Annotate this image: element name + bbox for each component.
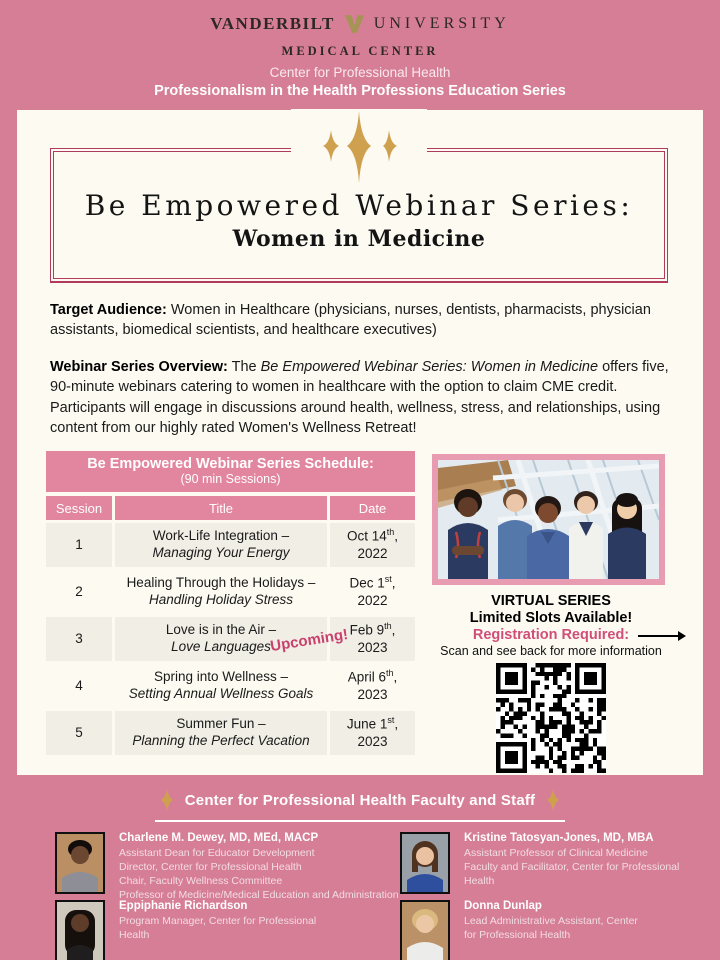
- column-header-title: Title: [115, 496, 327, 520]
- faculty-name: Charlene M. Dewey, MD, MEd, MACP: [119, 832, 319, 844]
- table-row: [46, 664, 415, 708]
- page-subtitle: Women in Medicine: [232, 226, 486, 252]
- faculty-photo: [400, 900, 450, 960]
- overview-text-post: offers five, 90-minute webinars catering to women in healthcare with the option to claim CME credit. Participants will engage in discussions around health, wellness, stress, and relationships, using content from our highly rated Women's Wellness Retreat!: [50, 359, 669, 436]
- session-title-sub: Setting Annual Wellness Goals: [128, 686, 314, 701]
- faculty-member: [400, 832, 700, 894]
- faculty-role: Director, Center for Professional Health: [119, 861, 302, 874]
- date-day: April 6: [347, 669, 386, 685]
- faculty-info: [119, 832, 399, 902]
- date-comma: ,: [394, 716, 399, 732]
- session-number: 3: [46, 617, 112, 661]
- session-date: [330, 523, 415, 567]
- overview-paragraph: [50, 357, 674, 438]
- faculty-role: Health: [119, 929, 150, 942]
- date-day: Feb 9: [349, 622, 385, 638]
- session-number: 5: [46, 711, 112, 755]
- registration-sidebar: [432, 454, 670, 773]
- overview-series-name: Be Empowered Webinar Series: Women in Medicine: [260, 359, 599, 375]
- vanderbilt-logo: [0, 14, 720, 34]
- date-ordinal: th: [385, 668, 394, 679]
- schedule-table: [46, 451, 415, 755]
- faculty-member: [400, 900, 700, 960]
- session-title: [115, 523, 327, 567]
- date-comma: ,: [394, 528, 399, 544]
- faculty-role: Assistant Dean for Educator Development: [119, 847, 315, 859]
- main-card: [17, 110, 703, 775]
- session-title: [115, 664, 327, 708]
- date-year: 2023: [357, 686, 388, 702]
- overview-text-pre: The: [227, 359, 261, 375]
- session-date: [330, 664, 415, 708]
- session-title-sub: Managing Your Energy: [152, 545, 290, 560]
- table-row: [46, 570, 415, 614]
- date-ordinal: th: [384, 621, 392, 632]
- target-audience-label: Target Audience:: [50, 302, 167, 318]
- scan-instruction: Scan and see back for more information: [440, 644, 662, 658]
- right-arrow-icon: [638, 630, 686, 642]
- faculty-role: Health: [464, 875, 495, 888]
- date-ordinal: th: [386, 527, 395, 538]
- table-row: [46, 617, 415, 661]
- table-row: [46, 711, 415, 755]
- schedule-banner: [46, 451, 415, 492]
- faculty-info: [464, 900, 638, 960]
- faculty-role: for Professional Health: [464, 929, 571, 942]
- logo-text-vanderbilt: VANDERBILT: [210, 14, 335, 33]
- session-title: [115, 570, 327, 614]
- limited-slots-label: Limited Slots Available!: [469, 610, 633, 626]
- target-audience-text: Women in Healthcare (physicians, nurses, dentists, pharmacists, physician assistants, biomedical scientists, and healthcare executives): [50, 302, 651, 339]
- date-ordinal: st: [387, 715, 395, 726]
- faculty-role: Chair, Faculty Wellness Committee: [119, 875, 283, 888]
- date-year: 2022: [357, 592, 388, 608]
- session-title-main: Spring into Wellness –: [153, 669, 289, 685]
- sparkle-icon: [545, 787, 561, 813]
- registration-required-label: [432, 627, 670, 643]
- qr-code: [496, 663, 606, 773]
- session-title-main: Summer Fun –: [176, 716, 266, 732]
- date-comma: ,: [393, 669, 398, 685]
- faculty-section: [0, 775, 720, 960]
- sparkle-icon: [291, 109, 427, 187]
- session-title-main: Love is in the Air –: [165, 622, 277, 638]
- header-department: Center for Professional Health: [269, 65, 451, 80]
- registration-required-text: Registration Required:: [472, 627, 630, 643]
- logo-text-medical-center: MEDICAL CENTER: [281, 44, 439, 58]
- session-number: 4: [46, 664, 112, 708]
- session-title-sub: Love Languages: [171, 639, 271, 654]
- session-title: [115, 711, 327, 755]
- upcoming-badge: Upcoming!: [269, 625, 350, 656]
- faculty-role: Lead Administrative Assistant, Center: [464, 915, 638, 927]
- vanderbilt-v-icon: [344, 14, 365, 34]
- session-title-main: Healing Through the Holidays –: [126, 575, 316, 591]
- session-title-sub: Planning the Perfect Vacation: [132, 733, 310, 748]
- faculty-role: Program Manager, Center for Professional: [119, 915, 317, 927]
- schedule-subtitle: (90 min Sessions): [180, 472, 281, 486]
- faculty-heading: [155, 787, 566, 822]
- session-date: [330, 570, 415, 614]
- faculty-role: Faculty and Facilitator, Center for Professional: [464, 861, 680, 874]
- date-day: Dec 1: [349, 575, 385, 591]
- virtual-series-label: VIRTUAL SERIES: [491, 593, 611, 609]
- column-header-session: Session: [46, 496, 112, 520]
- date-day: Oct 14: [346, 528, 387, 544]
- faculty-member: [55, 900, 405, 960]
- page-title: Be Empowered Webinar Series:: [84, 189, 634, 222]
- date-ordinal: st: [384, 574, 392, 585]
- date-year: 2023: [357, 639, 388, 655]
- session-number: 2: [46, 570, 112, 614]
- session-number: 1: [46, 523, 112, 567]
- session-title-sub: Handling Holiday Stress: [148, 592, 294, 607]
- sparkle-icon: [159, 787, 175, 813]
- faculty-photo: [400, 832, 450, 894]
- session-date: [330, 711, 415, 755]
- table-row: [46, 523, 415, 567]
- group-photo: [432, 454, 665, 585]
- header-series-name: Professionalism in the Health Professions Education Series: [154, 83, 566, 99]
- faculty-name: Kristine Tatosyan-Jones, MD, MBA: [464, 832, 654, 844]
- faculty-photo: [55, 900, 105, 960]
- schedule-header-row: [46, 496, 415, 520]
- faculty-role: Professor of Medicine/Medical Education and Administration: [119, 889, 399, 902]
- faculty-info: [119, 900, 316, 960]
- overview-label: Webinar Series Overview:: [50, 359, 228, 375]
- date-year: 2022: [357, 545, 388, 561]
- target-audience-paragraph: [50, 300, 674, 341]
- faculty-photo: [55, 832, 105, 894]
- session-title-main: Work-Life Integration –: [152, 528, 290, 544]
- schedule-title: Be Empowered Webinar Series Schedule:: [87, 456, 374, 472]
- date-comma: ,: [391, 575, 396, 591]
- date-day: June 1: [346, 716, 388, 732]
- faculty-name: Donna Dunlap: [464, 900, 542, 912]
- logo-text-university: UNIVERSITY: [373, 15, 510, 32]
- column-header-date: Date: [330, 496, 415, 520]
- faculty-heading-text: Center for Professional Health Faculty and Staff: [184, 791, 536, 809]
- faculty-role: Assistant Professor of Clinical Medicine: [464, 847, 648, 859]
- title-box: [50, 148, 668, 283]
- date-comma: ,: [391, 622, 396, 638]
- faculty-info: [464, 832, 679, 894]
- date-year: 2023: [357, 733, 388, 749]
- faculty-member: [55, 832, 405, 902]
- faculty-name: Eppiphanie Richardson: [119, 900, 248, 912]
